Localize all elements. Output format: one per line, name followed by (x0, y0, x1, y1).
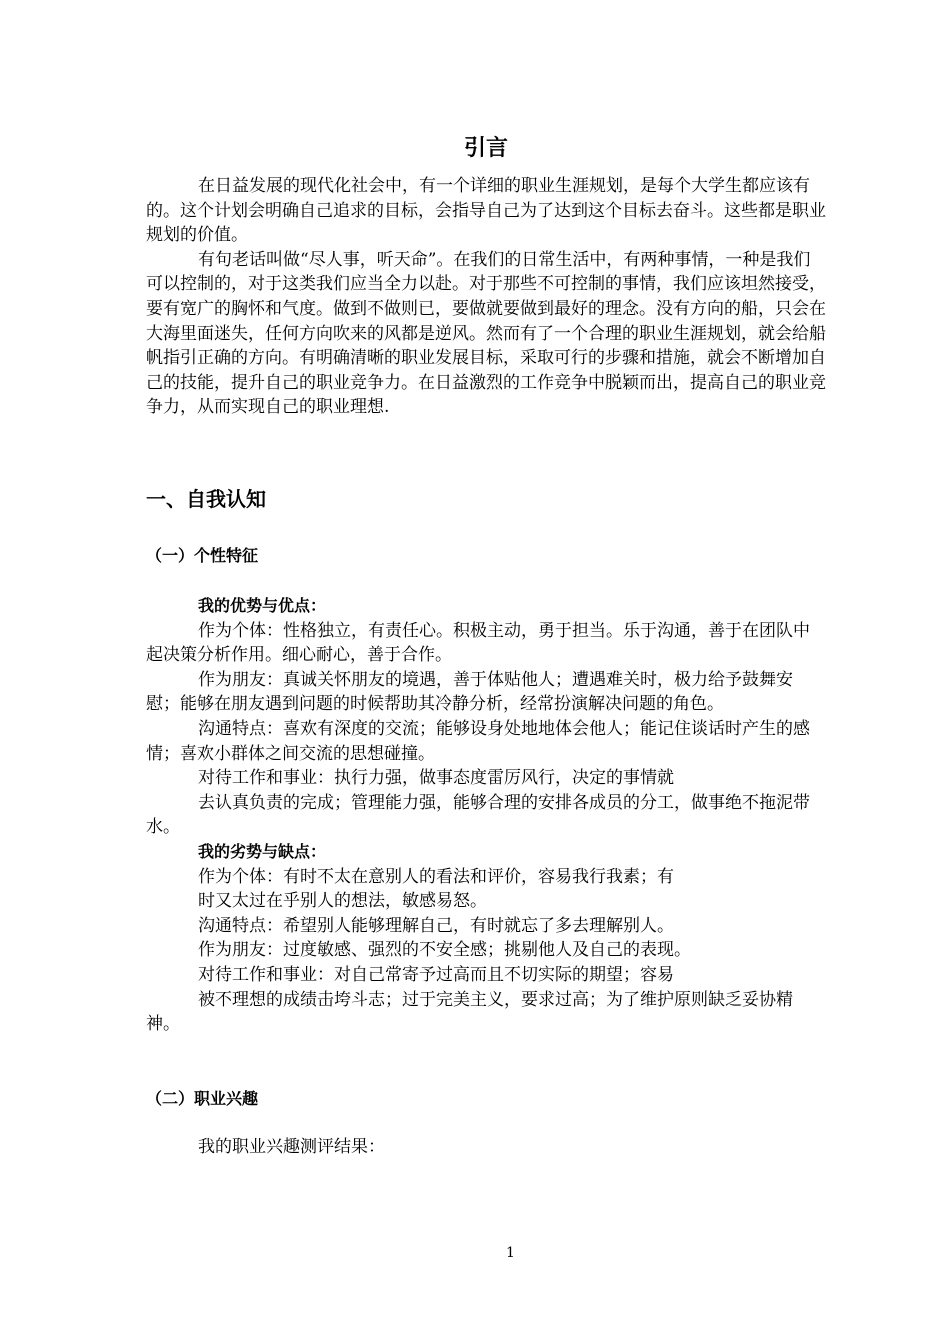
strength-friend: 作为朋友：真诚关怀朋友的境遇，善于体贴他人；遭遇难关时，极力给予鼓舞安慰；能够在朋友遇到问题的时候帮助其冷静分析，经常扮演解决问题的角色。 (146, 669, 793, 715)
career-interest-text: 我的职业兴趣测评结果： (198, 1137, 385, 1157)
strength-work-line1: 对待工作和事业：执行力强，做事态度雷厉风行，决定的事情就 (198, 768, 674, 789)
weakness-friend: 作为朋友：过度敏感、强烈的不安全感；挑剔他人及自己的表现。 (198, 940, 691, 961)
section-heading-self-awareness: 一、自我认知 (146, 487, 266, 511)
strength-communication: 沟通特点：喜欢有深度的交流；能够设身处地地体会他人；能记住谈话时产生的感情；喜欢小群体之间交流的思想碰撞。 (146, 718, 810, 764)
doc-title: 引言 (463, 136, 508, 161)
weaknesses-label: 我的劣势与缺点： (198, 841, 327, 861)
intro-paragraph-1: 在日益发展的现代化社会中，有一个详细的职业生涯规划，是每个大学生都应该有的。这个计划会明确自己追求的目标，会指导自己为了达到这个目标去奋斗。这些都是职业规划的价值。 (146, 176, 826, 246)
weakness-individual-line1: 作为个体：有时不太在意别人的看法和评价，容易我行我素；有 (198, 866, 674, 887)
subsection-heading-personality: （一）个性特征 (146, 546, 259, 565)
page-number: 1 (506, 1245, 515, 1261)
strength-individual: 作为个体：性格独立，有责任心。积极主动，勇于担当。乐于沟通，善于在团队中起决策分析作用。细心耐心，善于合作。 (146, 620, 810, 666)
weakness-communication: 沟通特点：希望别人能够理解自己，有时就忘了多去理解别人。 (198, 915, 674, 936)
strength-work-line2: 去认真负责的完成；管理能力强，能够合理的安排各成员的分工，做事绝不拖泥带水。 (146, 792, 810, 838)
weakness-work-line1: 对待工作和事业：对自己常寄予过高而且不切实际的期望；容易 (198, 964, 674, 985)
strengths-label: 我的优势与优点： (198, 596, 327, 615)
intro-section (146, 174, 826, 420)
intro-paragraph-2: 有句老话叫做“尽人事，听天命”。在我们的日常生活中，有两种事情，一种是我们可以控制的，对于这类我们应当全力以赴。对于那些不可控制的事情，我们应该坦然接受，要有宽广的胸怀和气度。做到不做则已，要做就要做到最好的理念。没有方向的船，只会在大海里面迷失，任何方向吹来的风都是逆风。然而有了一个合理的职业生涯规划，就会给船帆指引正确的方向。有明确清晰的职业发展目标，采取可行的步骤和措施，就会不断增加自己的技能，提升自己的职业竞争力。在日益激烈的工作竞争中脱颖而出，提高自己的职业竞争力，从而实现自己的职业理想. (146, 249, 826, 418)
weakness-work-line2: 被不理想的成绩击垮斗志；过于完美主义，要求过高；为了维护原则缺乏妥协精神。 (146, 989, 793, 1035)
personality-content (146, 594, 826, 1037)
subsection-heading-career-interest: （二）职业兴趣 (146, 1089, 259, 1108)
weakness-individual-line2: 时又太过在乎别人的想法，敏感易怒。 (198, 891, 487, 912)
career-interest-content (146, 1135, 826, 1160)
